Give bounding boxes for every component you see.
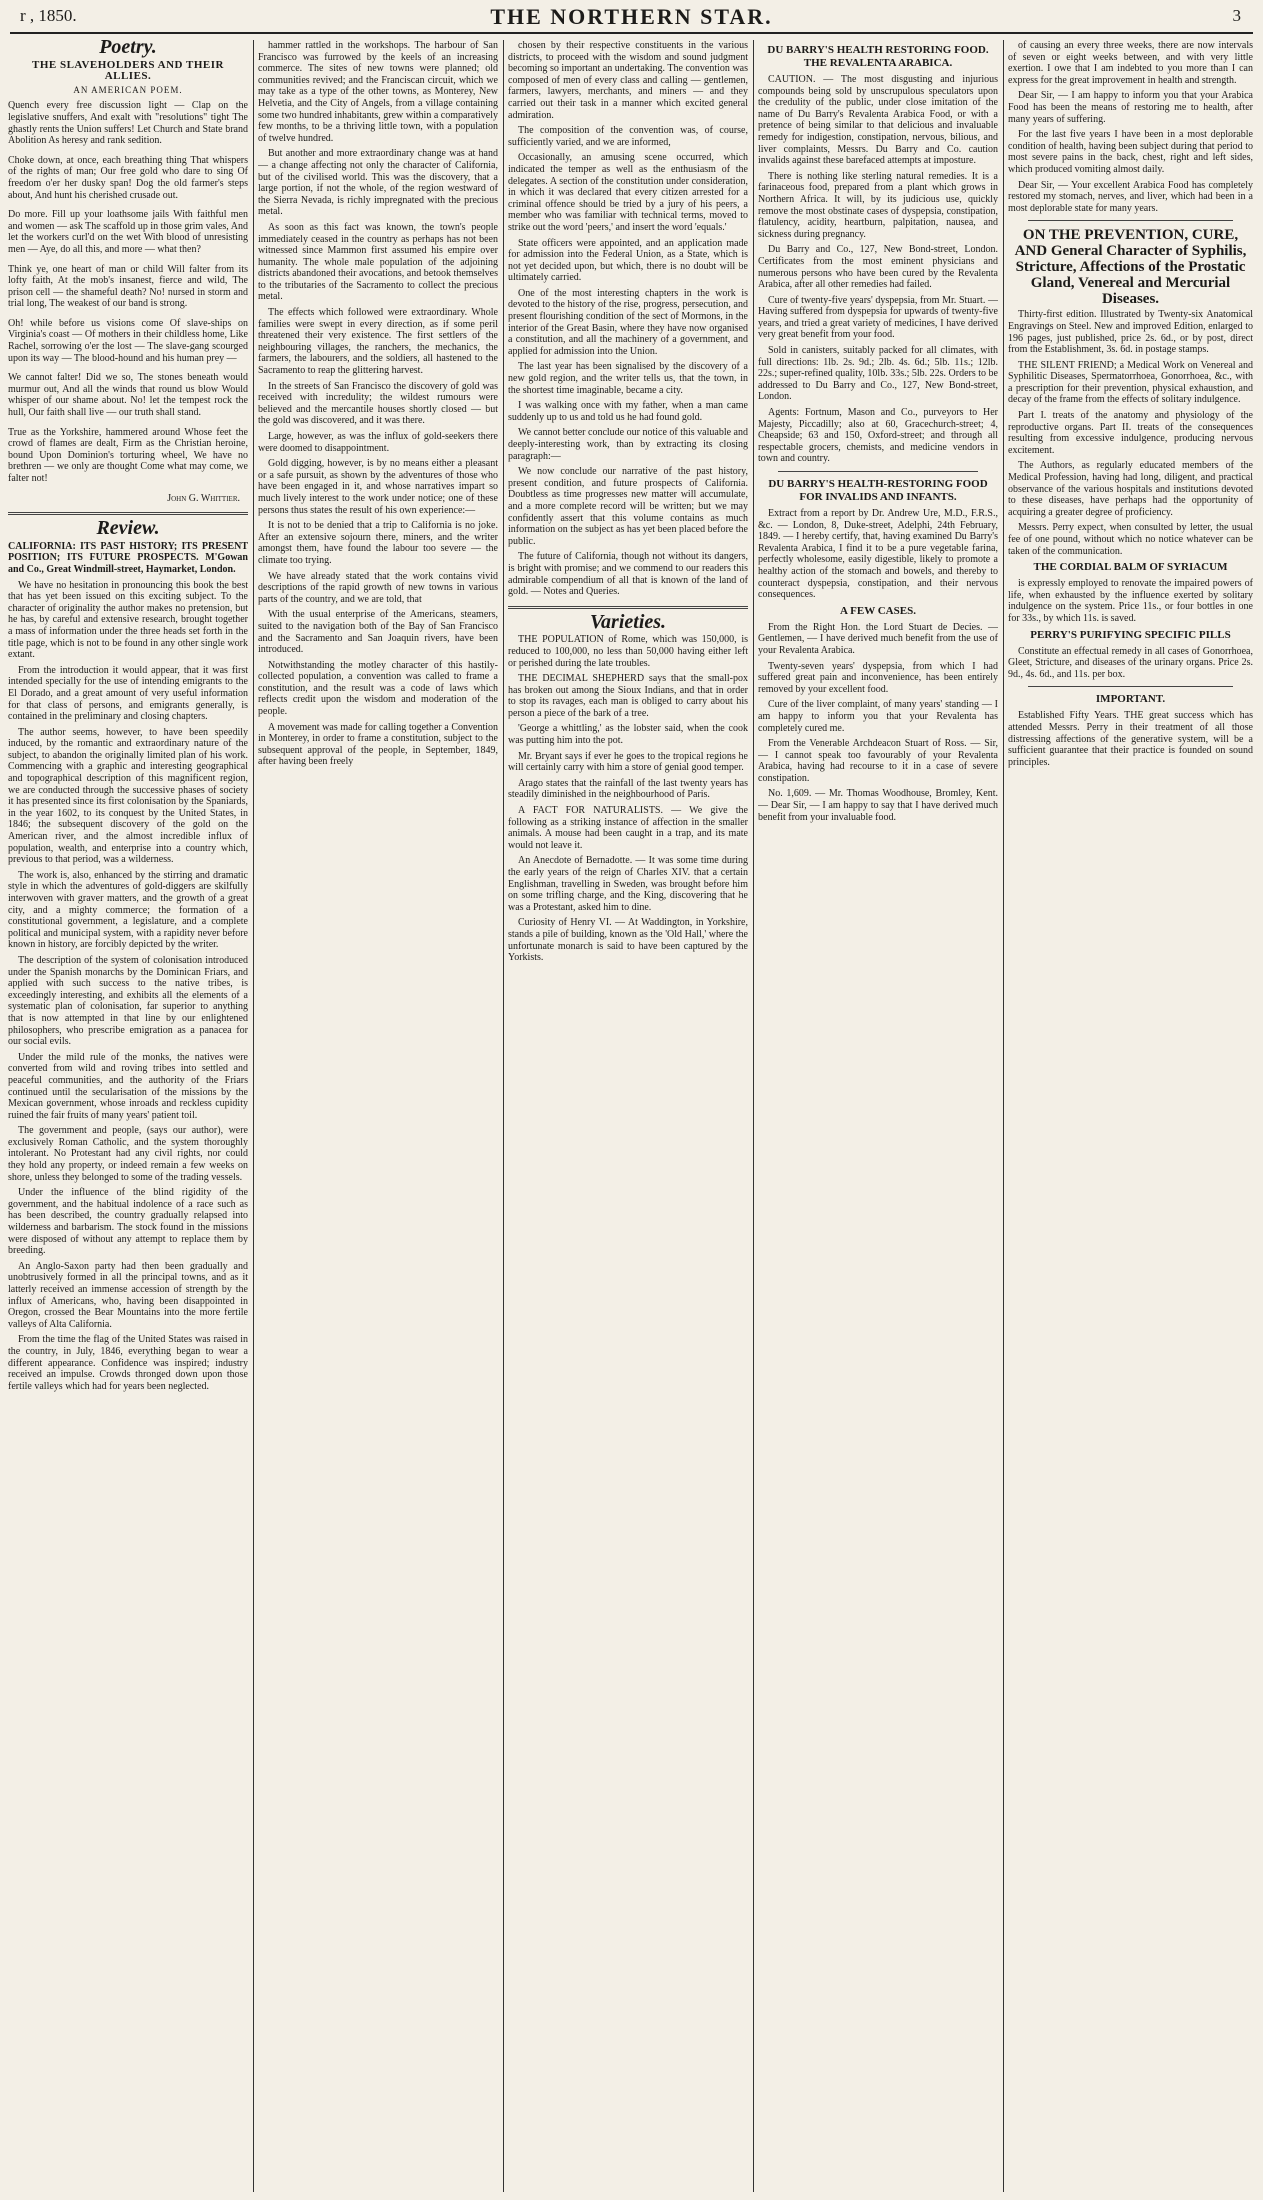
advert-divider xyxy=(1028,220,1233,221)
review-paragraph: It is not to be denied that a trip to California is no joke. After an extensive sojourn there, miners, and the writer amongst them, have found the labour too severe — the climate too trying. xyxy=(258,520,498,566)
testimonial: Cure of the liver complaint, of many years' standing — I am happy to inform you that your Revalenta has completely cured me. xyxy=(758,699,998,734)
poem-body xyxy=(8,100,248,484)
poem-subtitle: AN AMERICAN POEM. xyxy=(73,84,183,95)
review-paragraph: Occasionally, an amusing scene occurred, which indicated the temper as well as the enthusiasm of the delegates. A section of the constitution under consideration, in which it was declared that every citizen arrested for a criminal offence should be tried by a jury of his peers, a member who was familiar with technical terms, moved to strike out the word 'peers,' and insert the word 'equals.' xyxy=(508,152,748,233)
advert-paragraph: Du Barry and Co., 127, New Bond-street, London. Certificates from the most eminent physicians and numerous persons who have been cured by the Revalenta Arabica, after all other remedies had failed. xyxy=(758,244,998,291)
review-paragraph: State officers were appointed, and an application made for admission into the Federal Union, as a State, which is not yet decided upon, but which, there is no doubt will be ultimately carried. xyxy=(508,237,748,284)
advert-title: ON THE PREVENTION, CURE, AND General Character of Syphilis, Stricture, Affections of the Prostatic Gland, Venereal and Mercurial Diseases. xyxy=(1014,227,1247,308)
review-section-title: Review. xyxy=(96,517,160,540)
review-paragraph: Under the mild rule of the monks, the natives were converted from wild and roving tribes into settled and peaceful communities, and the authority of the Friars continued until the secularisation of the missions by the Mexican government, whose inroads and reckless cupidity ruined the fair fruits of many years' patient toil. xyxy=(8,1051,248,1121)
poem-stanza: Oh! while before us visions come Of slave-ships on Virginia's coast — Of mothers in their childless home, Like Rachel, sorrowing o'er the lost — The slave-gang scourged upon its way — The blood-hound and his human prey — xyxy=(8,317,248,364)
poem-stanza: Quench every free discussion light — Clap on the legislative snuffers, And exalt with "resolutions" tight The ghastly rents the Union suffers! Let Church and State brand Abolition As heresy and rank sedition. xyxy=(8,100,248,147)
poetry-section-title: Poetry. xyxy=(99,40,157,58)
advert-title: PERRY'S PURIFYING SPECIFIC PILLS xyxy=(1030,628,1231,641)
advert-title: IMPORTANT. xyxy=(1095,693,1166,706)
poem-stanza: Do more. Fill up your loathsome jails With faithful men and women — ask The scaffold up in those grim vales, And let the workers curl'd on the wet With blood of unresisting men — Aye, do all this, and more — what then? xyxy=(8,209,248,255)
advert-paragraph: Messrs. Perry expect, when consulted by letter, the usual fee of one pound, without which no notice whatever can be taken of the communication. xyxy=(1008,522,1253,557)
variety-item: An Anecdote of Bernadotte. — It was some time during the early years of the reign of Charles XIV. that a certain Englishman, travelling in Sweden, was brought before him on some trifling charge, and the King, discovering that he was a Protestant, asked him to dine. xyxy=(508,855,748,913)
review-paragraph: One of the most interesting chapters in the work is devoted to the history of the rise, progress, persecution, and present flourishing condition of the sect of Mormons, in the interior of the Great Basin, where they have now organised a constitution, and all the machinery of a government, and applied for admission into the Union. xyxy=(508,287,748,357)
advert-title: THE CORDIAL BALM OF SYRIACUM xyxy=(1033,561,1228,574)
review-paragraph: We now conclude our narrative of the past history, present condition, and future prospects of California. Doubtless as time progresses new matter will accumulate, and a more complete record will be written; but we may confidently assert that this volume contains as much information on the subject as has yet been placed before the public. xyxy=(508,466,748,547)
poem-stanza: True as the Yorkshire, hammered around Whose feet the crowd of flames are dealt, Firm as the Christian heroine, bound Upon Dominion's torturing wheel, We have no brethren — we only are thought Come what may come, we falter not! xyxy=(8,426,248,484)
advert-paragraph: The Authors, as regularly educated members of the Medical Profession, having had long, diligent, and practical observance of the various hospitals and institutions devoted to these diseases, have perhaps had the opportunity of acquiring a greater degree of proficiency. xyxy=(1008,460,1253,518)
review-paragraph: The author seems, however, to have been speedily induced, by the romantic and extraordinary nature of the subject, to abandon the originally limited plan of his work. Commencing with a graphic and interesting geographical and topographical description of this magnificent region, we are conducted through the successive phases of society it has presented since its first colonisation by the Spaniards, in the year 1602, to its conquest by the United States, in 1846; the subsequent discovery of the gold on the American river, and the almost incredible influx of population, wealth, and enterprise into a country which, previous to that period, was a wilderness. xyxy=(8,726,248,866)
masthead xyxy=(0,0,1263,30)
advert-paragraph: Extract from a report by Dr. Andrew Ure, M.D., F.R.S., &c. — London, 8, Duke-street, Adelphi, 24th February, 1849. — I hereby certify, that, having examined Du Barry's Revalenta Arabica, I find it to be a pure vegetable farina, perfectly wholesome, easily digestible, likely to promote a healthy action of the stomach and bowels, and thereby to counteract dyspepsia, constipation, and their nervous consequences. xyxy=(758,508,998,601)
variety-item: THE POPULATION of Rome, which was 150,000, is reduced to 100,000, no less than 50,000 having either left or perished during the late troubles. xyxy=(508,634,748,669)
column-3 xyxy=(508,40,748,2192)
advert-paragraph: Thirty-first edition. Illustrated by Twenty-six Anatomical Engravings on Steel. New and improved Edition, enlarged to 196 pages, just published, price 2s. 6d., or by post, direct from the Establishment, 3s. 6d. in postage stamps. xyxy=(1008,309,1253,356)
column-4 xyxy=(758,40,998,2192)
review-paragraph: I was walking once with my father, when a man came suddenly up to us and told us he had found gold. xyxy=(508,400,748,423)
section-divider xyxy=(508,606,748,609)
advert-paragraph: Part I. treats of the anatomy and physiology of the reproductive organs. Part II. treats of the consequences resulting from excessive indulgence, producing nervous excitement. xyxy=(1008,410,1253,456)
advert-paragraph: Established Fifty Years. THE great success which has attended Messrs. Perry in their treatment of all those distressing affections of the generative system, will be a sufficient guarantee that their practice is founded on sound principles. xyxy=(1008,710,1253,768)
review-paragraph: The government and people, (says our author), were exclusively Roman Catholic, and the system thoroughly intolerant. No Protestant had any civil rights, nor could they hold any property, or indeed remain a few weeks on shore, unless they belonged to some of the trading vessels. xyxy=(8,1125,248,1183)
advert-lead: CAUTION. — The most disgusting and injurious compounds being sold by unscrupulous speculators upon the credulity of the public, under close imitation of the name of Du Barry's Revalenta Arabica Food, or with a pretence of being similar to that delicious and invaluable remedy for indigestion, constipation, nervous, bilious, and liver complaints, Messrs. Du Barry and Co. caution invalids against these barefaced attempts at imposture. xyxy=(758,74,998,167)
advert-paragraph: THE SILENT FRIEND; a Medical Work on Venereal and Syphilitic Diseases, Spermatorrhoea, Gonorrhoea, &c., with a prescription for their prevention, physical exhaustion, and decay of the frame from the effects of solitary indulgence. xyxy=(1008,359,1253,406)
testimonial: Dear Sir, — I am happy to inform you that your Arabica Food has been the means of restoring me to health, after many years of suffering. xyxy=(1008,90,1253,125)
advert-title: DU BARRY'S HEALTH RESTORING FOOD. THE REVALENTA ARABICA. xyxy=(767,44,989,69)
review-paragraph: The description of the system of colonisation introduced under the Spanish monarchs by the Dominican Friars, and applied with such success to the native tribes, is exceedingly interesting, and exhibits all the elements of a systematic plan of colonisation, far superior to anything that is now attempted in that line by our enlightened philosophers, who prescribe emigration as a panacea for our social evils. xyxy=(8,954,248,1048)
advert-paragraph: Cure of twenty-five years' dyspepsia, from Mr. Stuart. — Having suffered from dyspepsia for upwards of twenty-five years, and tried a great variety of medicines, I have derived very great benefit from your food. xyxy=(758,294,998,341)
page-number: 3 xyxy=(1232,6,1241,25)
review-paragraph: From the time the flag of the United States was raised in the country, in July, 1846, everything began to wear a different appearance. Confidence was inspired; industry received an impulse. Crowds thronged down upon those fertile valleys which had for years been neglected. xyxy=(8,1334,248,1392)
review-paragraph: We have no hesitation in pronouncing this book the best that has yet been issued on this exciting subject. To the character of originality the author makes no pretension, but he has, by careful and extensive research, brought together a mass of information under the three heads set forth in the title page, which is not to be found in any other single work extant. xyxy=(8,579,248,661)
review-paragraph: hammer rattled in the workshops. The harbour of San Francisco was furrowed by the keels of an increasing commerce. The sites of new towns were planned; old communities revived; and the Franciscan circuit, which we may take as a type of the other towns, as Monterey, New Helvetia, and the City of Angels, from a village containing some two hundred inhabitants, grew within a comparatively few months, to be a thriving little town, with a population of twelve hundred. xyxy=(258,40,498,144)
advert-paragraph: is expressly employed to renovate the impaired powers of life, when exhausted by the influence exerted by solitary indulgence on the system. Price 11s., or four bottles in one for 33s., by which 11s. is saved. xyxy=(1008,578,1253,624)
review-paragraph: Gold digging, however, is by no means either a pleasant or a safe pursuit, as shown by the adventures of those who have been engaged in it, and whose narratives impart so much lively interest to the work under notice; one of these persons thus states the result of his own experience:— xyxy=(258,458,498,516)
newspaper-title: THE NORTHERN STAR. xyxy=(490,4,773,29)
review-paragraph: The composition of the convention was, of course, sufficiently varied, and we are informed, xyxy=(508,125,748,148)
testimonial: No. 1,609. — Mr. Thomas Woodhouse, Bromley, Kent. — Dear Sir, — I am happy to say that I have derived much benefit from your invaluable food. xyxy=(758,788,998,823)
variety-item: 'George a whittling,' as the lobster said, when the cook was putting him into the pot. xyxy=(508,723,748,747)
review-paragraph: As soon as this fact was known, the town's people immediately ceased in the country as perhaps has not been witnessed since Mammon first assumed his empire over humanity. The whole male population of the adjoining districts abandoned their avocations, and betook themselves to the tributaries of the Sacramento to collect the precious metal. xyxy=(258,221,498,303)
section-divider xyxy=(8,512,248,515)
poem-stanza: Think ye, one heart of man or child Will falter from its lofty faith, At the mob's insanest, fierce and wild, The prison cell — the shameful death? No! nursed in storm and trial long, The weakest of our band is strong. xyxy=(8,263,248,310)
variety-item: A FACT FOR NATURALISTS. — We give the following as a striking instance of affection in the smaller animals. A mouse had been caught in a trap, and its mate would not leave it. xyxy=(508,805,748,851)
advert-divider xyxy=(1028,686,1233,687)
review-paragraph: Large, however, as was the influx of gold-seekers there were doomed to disappointment. xyxy=(258,431,498,454)
advert-paragraph: There is nothing like sterling natural remedies. It is a farinaceous food, prepared from a plant which grows in Northern Africa. It will, by its judicious use, quickly remove the most obstinate cases of dyspepsia, constipation, flatulency, acidity, heartburn, palpitation, nausea, and sickness during pregnancy. xyxy=(758,170,998,240)
advert-paragraph: Sold in canisters, suitably packed for all climates, with full directions: 1lb. 2s. 9d.; 2lb. 4s. 6d.; 5lb. 11s.; 12lb. 22s.; super-refined quality, 10lb. 33s.; 5lb. 22s. Orders to be addressed to Du Barry and Co., 127, New Bond-street, London. xyxy=(758,345,998,403)
column-5 xyxy=(1008,40,1253,2192)
column-2 xyxy=(258,40,498,2192)
poem-author: John G. Whittier. xyxy=(167,492,240,504)
review-paragraph: Under the influence of the blind rigidity of the government, and the habitual indolence of a race such as has been described, the country gradually relapsed into wilderness and barbarism. The stock found in the missions were disposed of without any attempt to replace them by breeding. xyxy=(8,1187,248,1257)
poem-stanza: We cannot falter! Did we so, The stones beneath would murmur out, And all the winds that round us blow Would whisper of our shame about. No! let the tempest rock the hull, Our faith shall live — our truth shall stand. xyxy=(8,372,248,419)
variety-item: Arago states that the rainfall of the last twenty years has steadily diminished in the neighbourhood of Paris. xyxy=(508,777,748,801)
cases-title: A FEW CASES. xyxy=(840,604,916,617)
review-paragraph: But another and more extraordinary change was at hand — a change affecting not only the character of California, but of the civilised world. This was the discovery, that a large portion, if not the whole, of the region westward of the Sierra Nevada, is richly impregnated with the precious metal. xyxy=(258,148,498,218)
review-paragraph: Notwithstanding the motley character of this hastily-collected population, a convention was called to frame a constitution, and the result was a code of laws which reflects credit upon the wisdom and moderation of the people. xyxy=(258,659,498,718)
column-1 xyxy=(8,40,248,2192)
review-lead: CALIFORNIA: ITS PAST HISTORY; ITS PRESENT POSITION; ITS FUTURE PROSPECTS. M'Gowan and Co., Great Windmill-street, Haymarket, London. xyxy=(8,540,248,575)
variety-item: Curiosity of Henry VI. — At Waddington, in Yorkshire, stands a pile of building, known as the 'Old Hall,' where the unfortunate monarch is said to have been captured by the Yorkists. xyxy=(508,917,748,964)
review-paragraph: In the streets of San Francisco the discovery of gold was received with incredulity; the wildest rumours were believed and the mercantile houses shortly closed — but the gold was discovered, and it was there. xyxy=(258,380,498,427)
review-paragraph: An Anglo-Saxon party had then been gradually and unobtrusively formed in all the principal towns, and as it latterly received an immense accession of strength by the influx of Americans, who, having been disappointed in Oregon, crossed the Bear Mountains into the more fertile valleys of Alta California. xyxy=(8,1260,248,1330)
testimonial: Twenty-seven years' dyspepsia, from which I had suffered great pain and inconvenience, has been entirely removed by your excellent food. xyxy=(758,660,998,695)
header-rule xyxy=(10,32,1253,34)
review-paragraph: We have already stated that the work contains vivid descriptions of the rapid growth of new towns in various parts of the country, and we are told, that xyxy=(258,570,498,605)
column-divider xyxy=(1003,40,1004,2192)
advert-paragraph: Constitute an effectual remedy in all cases of Gonorrhoea, Gleet, Stricture, and diseases of the urinary organs. Price 2s. 9d., 4s. 6d., and 11s. per box. xyxy=(1008,645,1253,680)
review-paragraph: The future of California, though not without its dangers, is bright with promise; and we commend to our readers this admirable compendium of all that is known of the land of gold. — Notes and Queries. xyxy=(508,551,748,598)
review-paragraph: The effects which followed were extraordinary. Whole families were swept in every direction, as if some peril threatened their very existence. The first settlers of the neighbouring villages, the ranchers, the mechanics, the farmers, the labourers, and the soldiers, all hastened to the Sacramento to reap the glittering harvest. xyxy=(258,307,498,377)
issue-date: r , 1850. xyxy=(20,6,77,25)
variety-item: Mr. Bryant says if ever he goes to the tropical regions he will certainly carry with him a store of genial good temper. xyxy=(508,750,748,774)
advert-paragraph: Agents: Fortnum, Mason and Co., purveyors to Her Majesty, Piccadilly; also at 60, Gracechurch-street; 4, Cheapside; 63 and 150, Oxford-street; and through all respectable grocers, chemists, and medicine vendors in town and country. xyxy=(758,407,998,465)
column-divider xyxy=(503,40,504,2192)
testimonial: For the last five years I have been in a most deplorable condition of health, having been subject during that period to most severe pains in the back, chest, right and left sides, which produced vomiting almost daily. xyxy=(1008,129,1253,175)
poem-stanza: Choke down, at once, each breathing thing That whispers of the rights of man; Our free gold who dare to sing Of freedom o'er her dusky span! Dog the old farmer's steps about, And hunt his cherished crusade out. xyxy=(8,154,248,201)
review-paragraph: We cannot better conclude our notice of this valuable and deeply-interesting work, than by extracting its closing paragraph:— xyxy=(508,427,748,462)
column-divider xyxy=(753,40,754,2192)
review-paragraph: The last year has been signalised by the discovery of a new gold region, and the writer tells us, that the town, in the shortest time imaginable, became a city. xyxy=(508,361,748,396)
testimonial: of causing an every three weeks, there are now intervals of seven or eight weeks between, and with very little exertion. I owe that I am indebted to you more than I can express for the great improvement in health and strength. xyxy=(1008,40,1253,86)
variety-item: THE DECIMAL SHEPHERD says that the small-pox has broken out among the Sioux Indians, and that in order to stop its ravages, each man is obliged to carry about his person a piece of the bark of a tree. xyxy=(508,673,748,719)
advert-divider xyxy=(778,471,978,472)
review-paragraph: From the introduction it would appear, that it was first intended specially for the use of intending emigrants to the El Dorado, and a great amount of very useful information for that class of persons, and emigrants generally, is contained in the preliminary and closing chapters. xyxy=(8,664,248,723)
review-paragraph: A movement was made for calling together a Convention in Monterey, in order to frame a constitution, subject to the subsequent approval of the people, in September, 1849, after having been freely xyxy=(258,721,498,768)
column-divider xyxy=(253,40,254,2192)
varieties-section-title: Varieties. xyxy=(589,610,667,633)
advert-title: DU BARRY'S HEALTH-RESTORING FOOD FOR INVALIDS AND INFANTS. xyxy=(768,478,988,503)
review-paragraph: chosen by their respective constituents in the various districts, to proceed with the wisdom and sound judgment becoming so important an undertaking. The convention was composed of men of every class and calling — gentlemen, farmers, lawyers, merchants, and miners — and they carried out their task in a manner which excited general admiration. xyxy=(508,40,748,121)
review-paragraph: With the usual enterprise of the Americans, steamers, suited to the navigation both of the Bay of San Francisco and the Sacramento and San Joaquin rivers, have been introduced. xyxy=(258,609,498,656)
testimonial: Dear Sir, — Your excellent Arabica Food has completely restored my stomach, nerves, and liver, which had been in a most deplorable state for many years. xyxy=(1008,179,1253,214)
poem-title: THE SLAVEHOLDERS AND THEIR ALLIES. xyxy=(31,58,224,83)
review-paragraph: The work is, also, enhanced by the stirring and dramatic style in which the adventures of gold-diggers are skilfully interwoven with graver matters, and the growth of a great city, and a mighty commerce; the formation of a constitutional government, a legislature, and a complete political and municipal system, with a rapidity never before known in history, are forcibly depicted by the writer. xyxy=(8,869,248,951)
testimonial: From the Right Hon. the Lord Stuart de Decies. — Gentlemen, — I have derived much benefit from the use of your Revalenta Arabica. xyxy=(758,621,998,656)
testimonial: From the Venerable Archdeacon Stuart of Ross. — Sir, — I cannot speak too favourably of your Revalenta Arabica, having had recourse to it in a case of severe constipation. xyxy=(758,738,998,784)
